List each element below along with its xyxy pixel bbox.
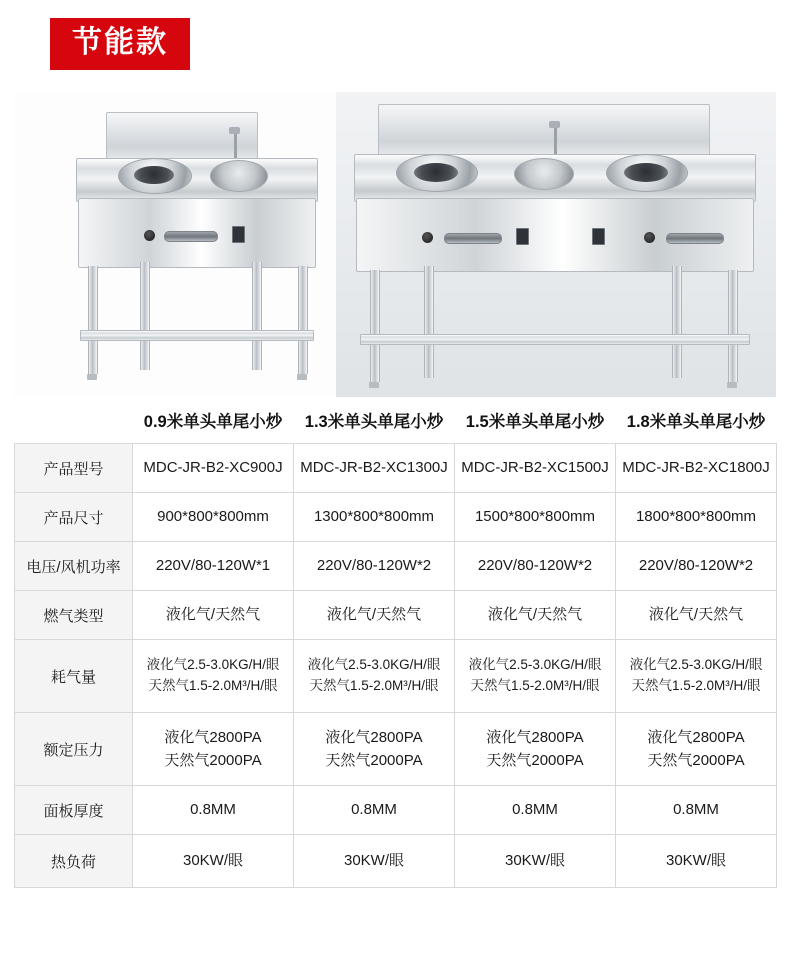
control-knob-right-1 [422,232,433,243]
leg-right-unit-1 [370,270,380,382]
cell-panel-thickness-4 [616,786,777,835]
cell-rated-pressure-4 [616,713,777,786]
cell-text: 220V/80-120W*2 [638,557,754,575]
foot-right-1 [369,382,379,388]
row-label-rated-pressure: 额定压力 [15,713,133,786]
cell-text: 30KW/眼 [182,852,243,870]
cell-text: 液化气/天然气 [487,606,583,624]
bottom-shelf-left [80,330,314,341]
row-label-panel-thickness: 面板厚度 [15,786,133,835]
table-row [15,591,777,640]
cell-panel-thickness-2 [294,786,455,835]
switch-box-left [232,226,245,243]
cell-voltage-1 [133,542,294,591]
cell-text: 天然气1.5-2.0M³/H/眼 [309,678,439,693]
stove-unit-right [354,104,754,397]
cell-voltage-2 [294,542,455,591]
door-handle-right-2 [666,233,724,244]
row-label-gas-consumption: 耗气量 [15,640,133,713]
row-label-voltage: 电压/风机功率 [15,542,133,591]
cell-rated-pressure-1 [133,713,294,786]
cell-text: 液化气2.5-3.0KG/H/眼 [146,657,280,673]
stove-unit-left [76,112,316,397]
cell-panel-thickness-1 [133,786,294,835]
foot-left-1 [87,374,97,380]
burner-flame-port-left [134,166,174,184]
row-label-size: 产品尺寸 [15,493,133,542]
cell-text: 液化气2800PA [647,728,745,746]
leg-right-front-left [298,266,308,374]
faucet-head-left [229,127,240,134]
cell-gas-type-4 [616,591,777,640]
cell-size-2 [294,493,455,542]
cell-text: 液化气2800PA [325,728,423,746]
cell-thermal-load-2 [294,835,455,888]
row-label-thermal-load: 热负荷 [15,835,133,888]
burner-flame-port-right-2 [624,163,668,182]
cell-text: MDC-JR-B2-XC1300J [300,459,448,477]
cell-rated-pressure-2 [294,713,455,786]
control-knob-right-2 [644,232,655,243]
cell-text: 天然气2000PA [647,752,745,769]
cell-gas-consumption-2 [294,640,455,713]
faucet-pipe-right [554,124,557,156]
switch-box-right-1 [516,228,529,245]
leg-right-rear-left [252,262,262,370]
cell-thermal-load-1 [133,835,294,888]
cell-text: 900*800*800mm [157,508,269,526]
header-col-1: 0.9米单头单尾小炒 [143,413,283,431]
cell-size-4 [616,493,777,542]
door-handle-left [164,231,218,242]
cell-gas-type-3 [455,591,616,640]
faucet-pipe-left [234,130,237,160]
header-corner-cell [15,397,133,444]
table-row [15,493,777,542]
cell-text: 0.8MM [190,801,236,819]
cell-text: 液化气/天然气 [326,606,422,624]
bottom-shelf-right [360,334,750,345]
cell-text: 30KW/眼 [665,852,726,870]
table-row [15,444,777,493]
cell-thermal-load-3 [455,835,616,888]
cell-text: 220V/80-120W*2 [477,557,593,575]
water-well-right [514,158,574,190]
banner [0,0,790,92]
cell-rated-pressure-3 [455,713,616,786]
cell-text: 天然气2000PA [325,752,423,769]
header-col-4: 1.8米单头单尾小炒 [626,413,766,431]
counter-top-left [76,158,318,202]
spec-table-header-row [15,397,777,444]
cell-voltage-4 [616,542,777,591]
cell-model-2 [294,444,455,493]
control-knob-left [144,230,155,241]
table-row [15,542,777,591]
cell-gas-consumption-1 [133,640,294,713]
cell-text: 天然气1.5-2.0M³/H/眼 [470,678,600,693]
spec-table-wrapper [14,397,776,888]
cell-text: MDC-JR-B2-XC900J [143,459,283,477]
cell-text: 天然气2000PA [164,752,262,769]
backsplash-right [378,104,710,158]
cell-text: 1300*800*800mm [313,508,435,526]
cell-text: 天然气1.5-2.0M³/H/眼 [148,678,278,693]
cell-text: 1500*800*800mm [474,508,596,526]
cell-text: 1800*800*800mm [635,508,757,526]
row-label-model: 产品型号 [15,444,133,493]
cell-thermal-load-4 [616,835,777,888]
cell-text: 天然气1.5-2.0M³/H/眼 [631,678,761,693]
cell-gas-type-2 [294,591,455,640]
header-col-2: 1.3米单头单尾小炒 [304,413,444,431]
cell-text: 0.8MM [512,801,558,819]
leg-right-unit-3 [672,266,682,378]
cell-text: 220V/80-120W*2 [316,557,432,575]
cell-text: MDC-JR-B2-XC1500J [461,459,609,477]
leg-right-unit-2 [424,266,434,378]
table-row [15,786,777,835]
cell-text: 30KW/眼 [504,852,565,870]
door-handle-right-1 [444,233,502,244]
cell-text: 220V/80-120W*1 [155,557,271,575]
cell-model-1 [133,444,294,493]
table-row [15,640,777,713]
product-photo-area [14,92,776,397]
cell-voltage-3 [455,542,616,591]
cell-gas-type-1 [133,591,294,640]
burner-flame-port-right-1 [414,163,458,182]
cell-size-1 [133,493,294,542]
cell-model-3 [455,444,616,493]
header-col-3: 1.5米单头单尾小炒 [465,413,605,431]
cell-gas-consumption-3 [455,640,616,713]
cell-size-3 [455,493,616,542]
cell-text: 液化气2800PA [164,728,262,746]
foot-left-2 [297,374,307,380]
leg-left-front-left [88,266,98,374]
cell-text: 0.8MM [673,801,719,819]
cell-text: 30KW/眼 [343,852,404,870]
cell-text: 液化气/天然气 [165,606,261,624]
spec-table [14,397,777,888]
cell-text: 液化气2.5-3.0KG/H/眼 [629,657,763,673]
table-row [15,835,777,888]
row-label-gas-type: 燃气类型 [15,591,133,640]
cell-model-4 [616,444,777,493]
banner-tag-label: 节能款 [50,18,190,70]
cell-text: MDC-JR-B2-XC1800J [622,459,770,477]
faucet-head-right [549,121,560,128]
cell-text: 液化气2.5-3.0KG/H/眼 [307,657,441,673]
cell-text: 液化气/天然气 [648,606,744,624]
leg-right-unit-4 [728,270,738,382]
table-row [15,713,777,786]
cell-text: 液化气2800PA [486,728,584,746]
leg-left-rear-left [140,262,150,370]
spec-table-body [15,397,777,888]
cell-text: 液化气2.5-3.0KG/H/眼 [468,657,602,673]
water-well-left [210,160,268,192]
foot-right-2 [727,382,737,388]
cell-panel-thickness-3 [455,786,616,835]
cell-text: 0.8MM [351,801,397,819]
cell-text: 天然气2000PA [486,752,584,769]
cell-gas-consumption-4 [616,640,777,713]
switch-box-right-2 [592,228,605,245]
